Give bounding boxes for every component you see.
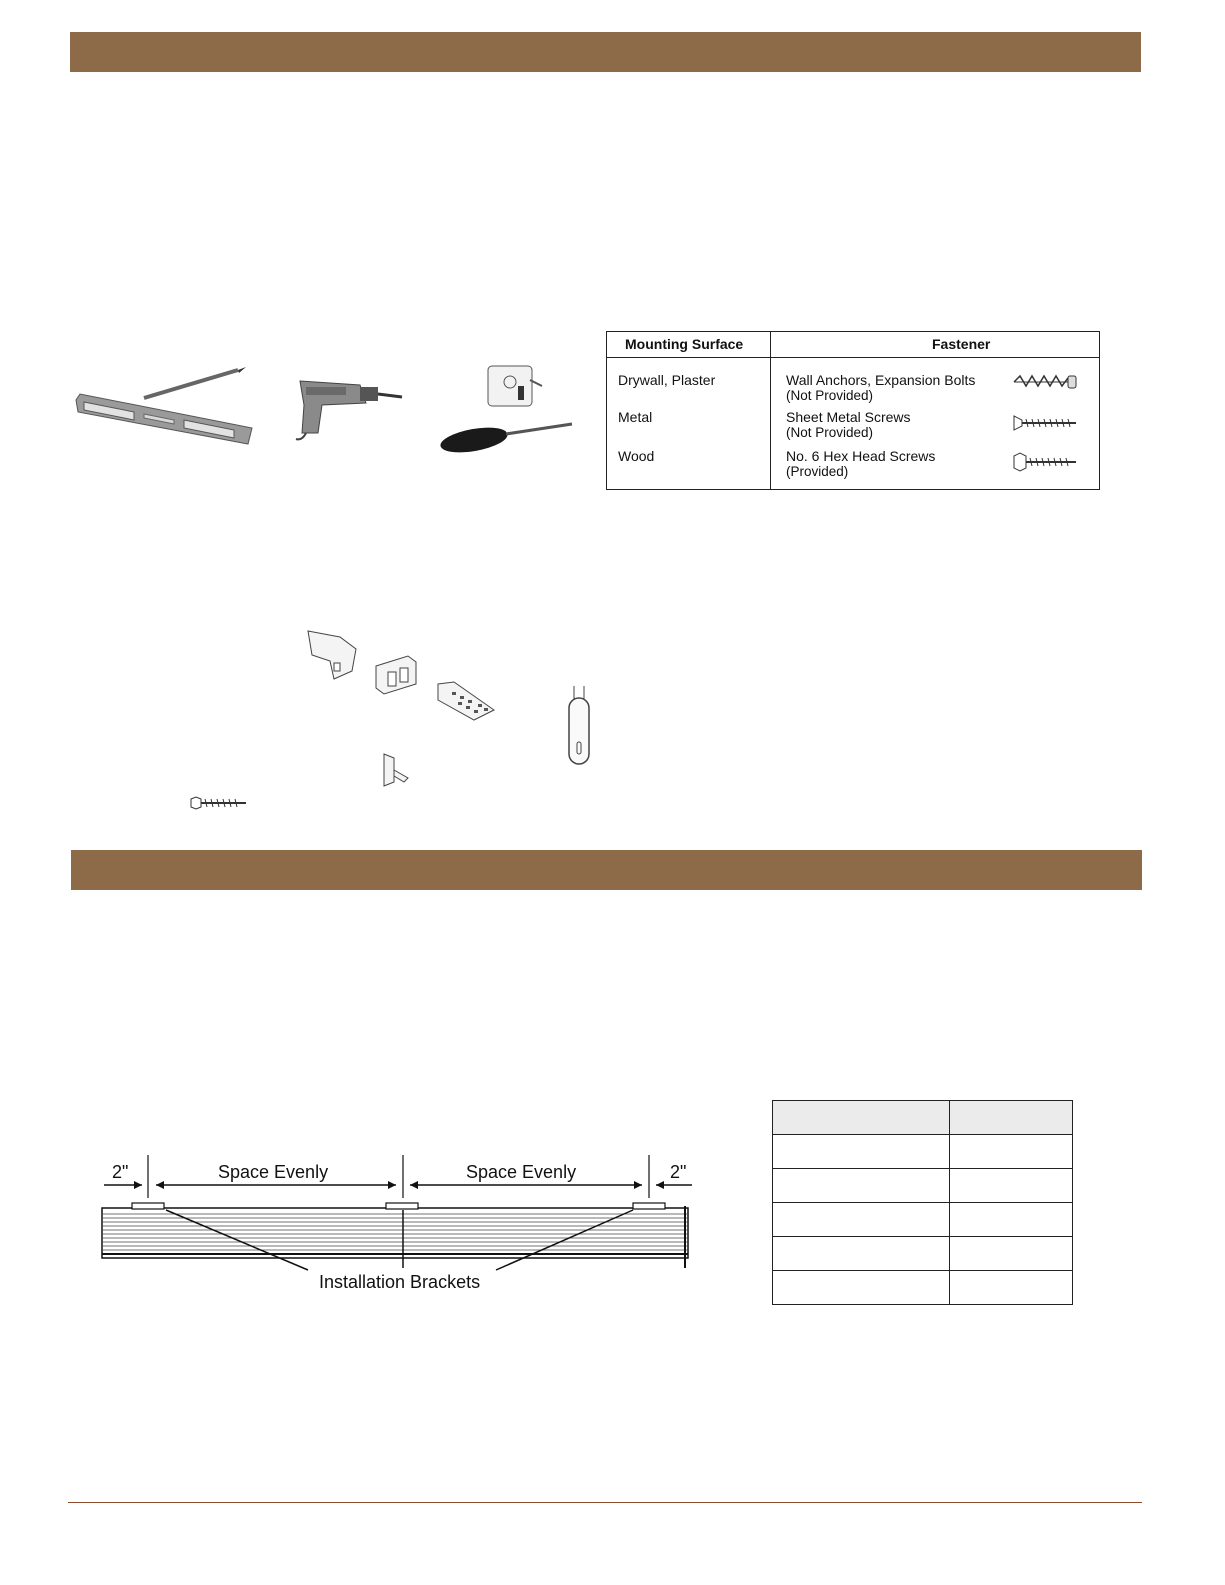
mounting-fastener-table bbox=[606, 331, 1100, 490]
table-row bbox=[773, 1203, 1073, 1237]
fastener-note-not-provided: (Not Provided) bbox=[786, 388, 874, 403]
surface-metal: Metal bbox=[618, 409, 653, 425]
power-drill-illustration bbox=[292, 375, 408, 443]
wall-anchor-icon bbox=[1012, 372, 1080, 392]
table-row bbox=[773, 1135, 1073, 1169]
right-gap-label: 2" bbox=[670, 1162, 687, 1182]
table-row bbox=[773, 1271, 1073, 1305]
level-and-pencil-illustration bbox=[74, 362, 254, 448]
wand-tassel-illustration bbox=[566, 686, 592, 766]
surface-wood: Wood bbox=[618, 448, 655, 464]
left-gap-label: 2" bbox=[112, 1162, 129, 1182]
table-header-row bbox=[773, 1101, 1073, 1135]
sheet-metal-screw-icon bbox=[1012, 414, 1080, 432]
installation-brackets-label: Installation Brackets bbox=[319, 1272, 481, 1292]
hold-down-bracket-illustration bbox=[380, 752, 410, 790]
header-fastener: Fastener bbox=[932, 336, 991, 352]
end-cap-block-illustration bbox=[372, 650, 420, 698]
right-span-label: Space Evenly bbox=[466, 1162, 577, 1182]
fastener-hex-head-screws: No. 6 Hex Head Screws bbox=[786, 448, 936, 464]
fastener-note-provided: (Provided) bbox=[786, 464, 849, 479]
bracket-quantity-table bbox=[772, 1100, 1073, 1305]
fastener-sheet-metal-screws: Sheet Metal Screws bbox=[786, 409, 911, 425]
hex-screw-illustration bbox=[190, 796, 248, 810]
table-row bbox=[773, 1169, 1073, 1203]
fastener-wall-anchors: Wall Anchors, Expansion Bolts bbox=[786, 372, 976, 388]
section-header-band-installation bbox=[71, 850, 1142, 890]
fastener-note-not-provided: (Not Provided) bbox=[786, 425, 874, 440]
table-row bbox=[773, 1237, 1073, 1271]
header-mounting-surface: Mounting Surface bbox=[625, 336, 744, 352]
tape-measure-and-screwdriver-illustration bbox=[436, 362, 578, 458]
bracket-spacing-diagram bbox=[96, 1150, 700, 1300]
mounting-bracket-illustration bbox=[304, 627, 360, 685]
spacer-plate-illustration bbox=[434, 680, 498, 724]
left-span-label: Space Evenly bbox=[218, 1162, 329, 1182]
hex-head-screw-icon bbox=[1012, 452, 1080, 472]
footer-rule bbox=[68, 1502, 1142, 1503]
section-header-band-tools bbox=[70, 32, 1141, 72]
surface-drywall: Drywall, Plaster bbox=[618, 372, 716, 388]
